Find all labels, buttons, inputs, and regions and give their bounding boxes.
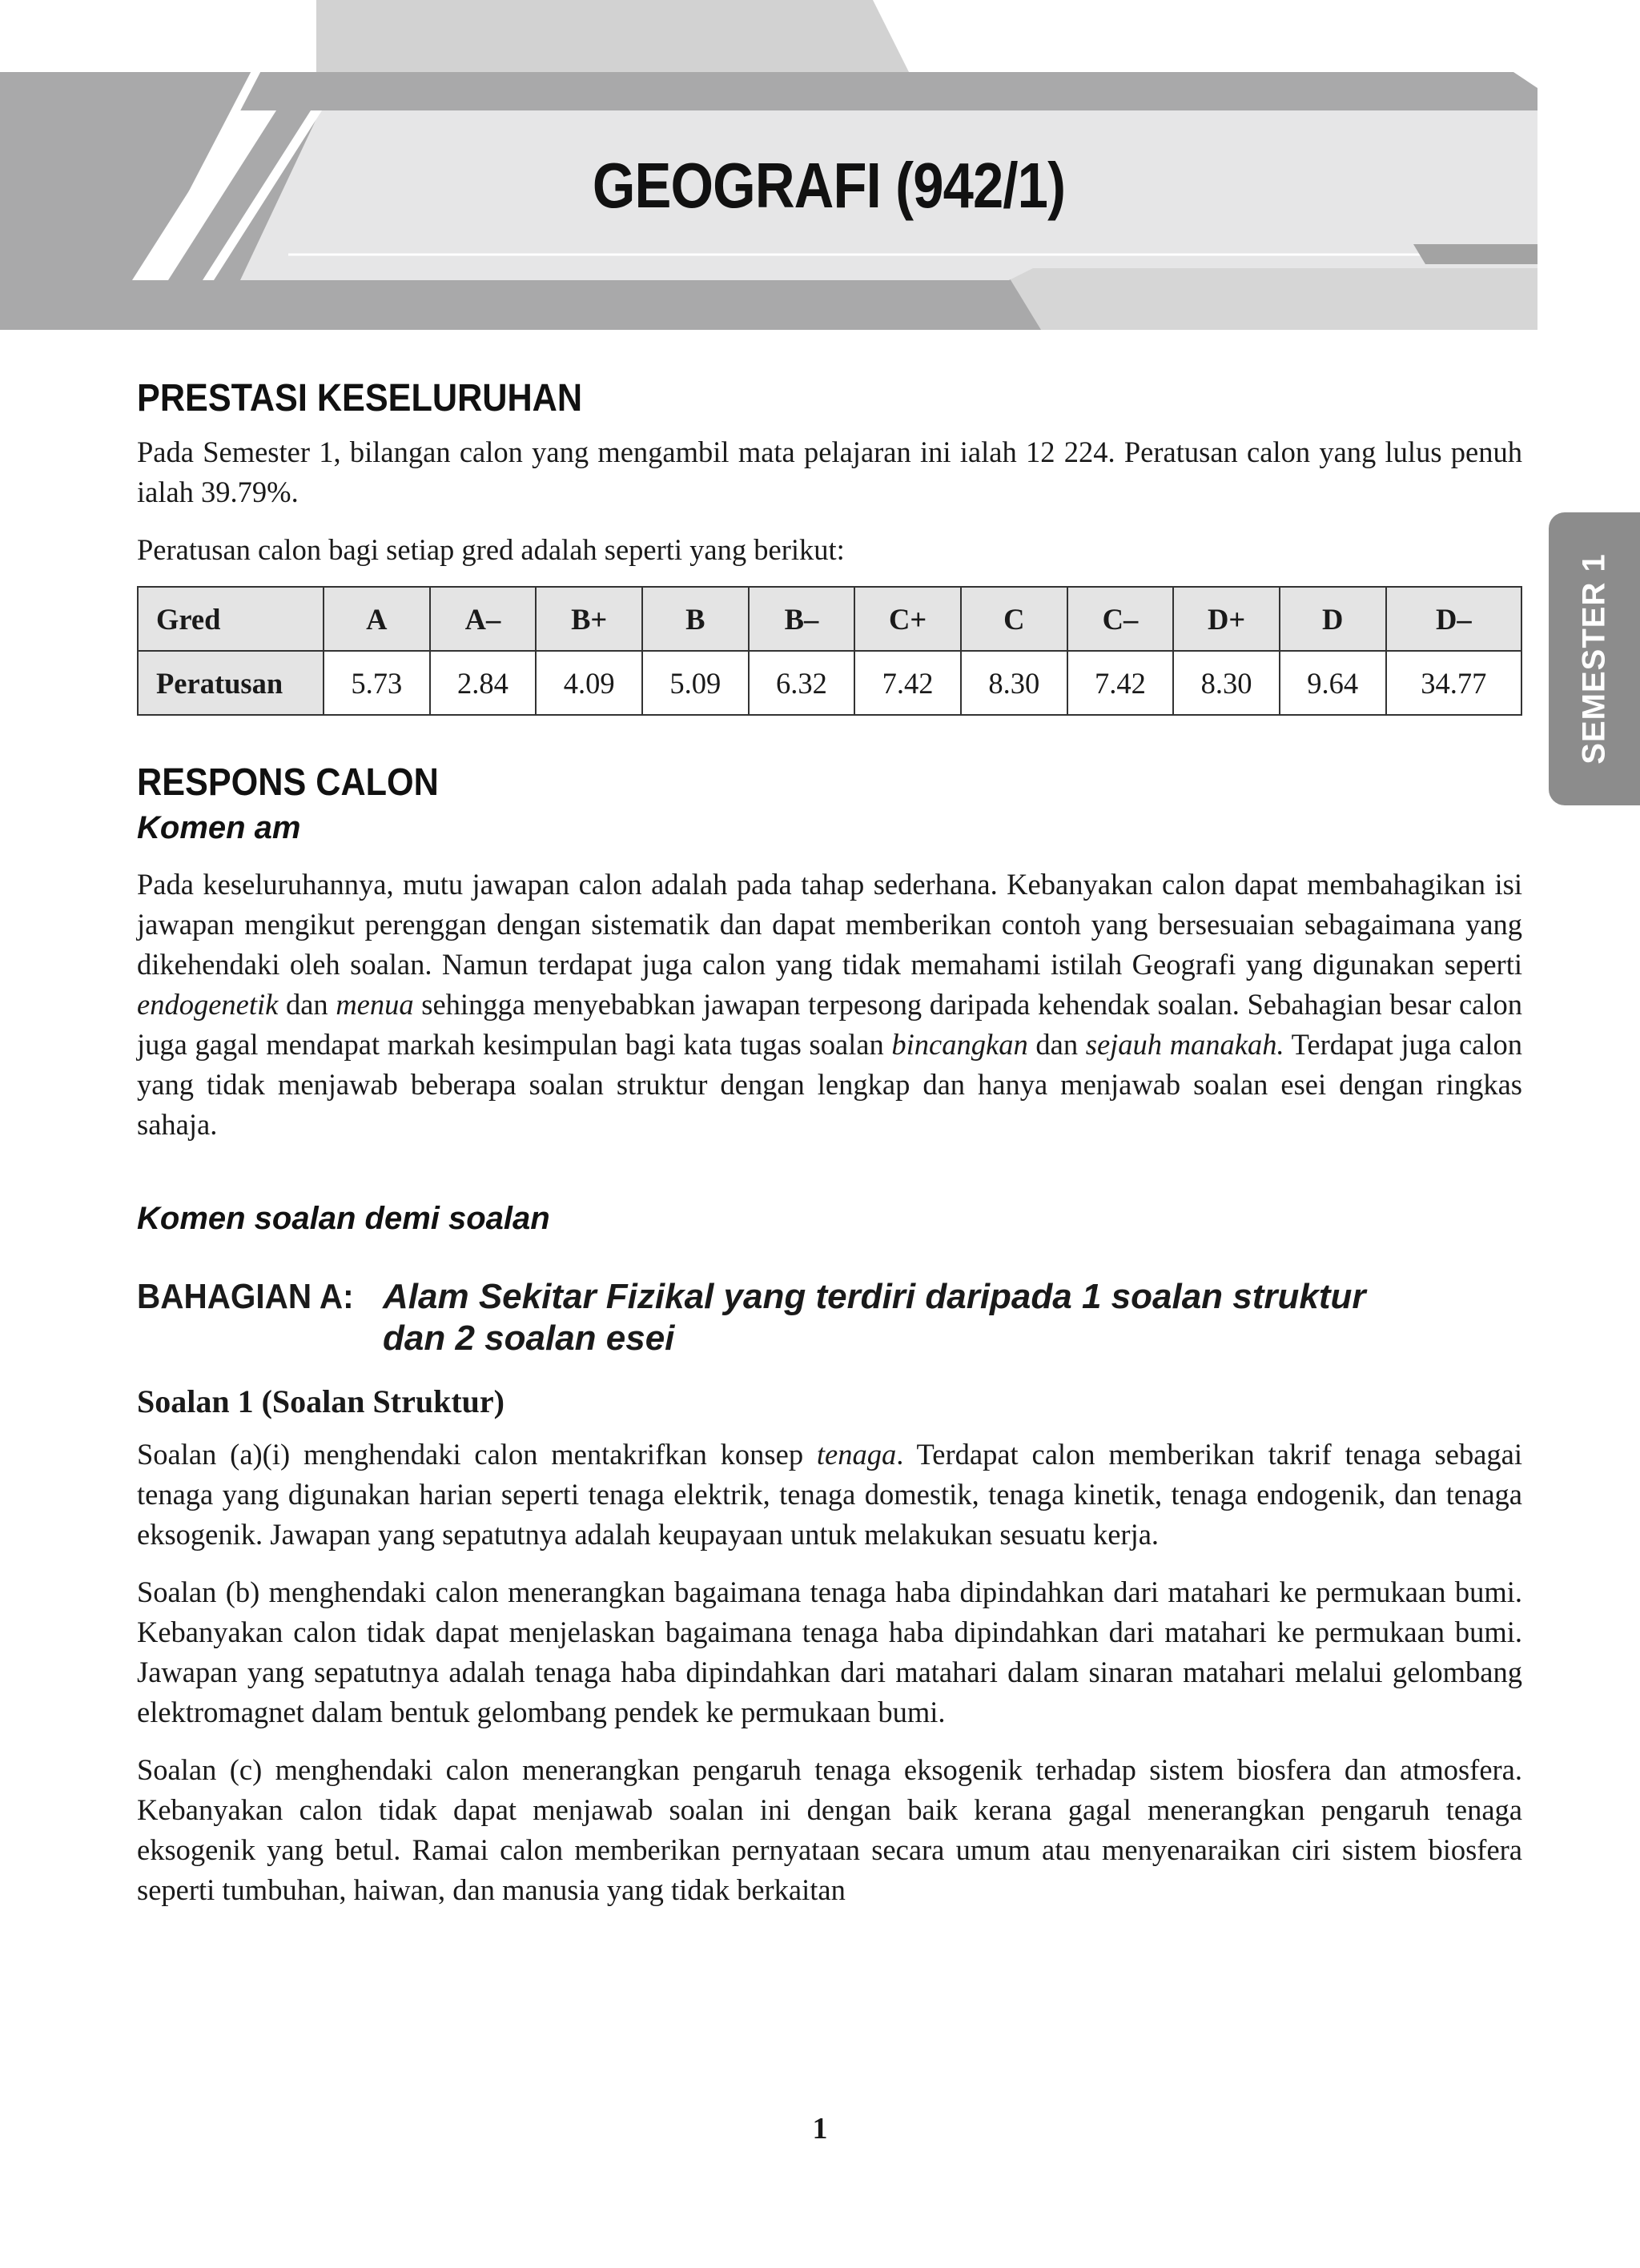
grade-cell: B+ [536,587,642,651]
grade-cell: D [1280,587,1386,651]
bahagian-a-label: BAHAGIAN A: [137,1277,354,1316]
bahagian-a-title: Alam Sekitar Fizikal yang terdiri daripada 1 soalan struktur dan 2 soalan esei [383,1277,1366,1358]
soalan-1-heading: Soalan 1 (Soalan Struktur) [137,1383,504,1419]
term-menua: menua [336,988,414,1021]
percentage-cell: 5.73 [324,651,430,715]
term-sejauh-manakah: sejauh manakah. [1085,1028,1284,1061]
section-heading-prestasi: PRESTASI KESELURUHAN [137,377,583,419]
main-content [137,376,1522,1910]
percentage-cell: 5.09 [642,651,749,715]
grade-cell: D– [1386,587,1521,651]
grade-cell: B [642,587,749,651]
page-title: GEOGRAFI (942/1) [592,150,1066,221]
semester-side-tab [1549,512,1640,805]
percentage-cell: 4.09 [536,651,642,715]
grade-cell: D+ [1173,587,1280,651]
percentage-cell: 6.32 [749,651,855,715]
semester-side-tab-label: SEMESTER 1 [1576,553,1612,765]
soalan-1-paragraph-b: Soalan (b) menghendaki calon menerangkan bagaimana tenaga haba dipindahkan dari matahari ke permukaan bumi. Kebanyakan calon tidak dapat menjelaskan bagaimana tenaga haba dipindahkan dari matahari ke permukaan bumi. Jawapan yang sepatutnya adalah tenaga haba dipindahkan dari matahari dalam sinaran matahari melalui gelombang elektromagnet dalam bentuk gelombang pendek ke permukaan bumi. [137,1576,1522,1728]
term-tenaga: tenaga [816,1438,897,1471]
percentage-cell: 34.77 [1386,651,1521,715]
section-heading-respons: RESPONS CALON [137,761,439,804]
grade-cell: B– [749,587,855,651]
table-row-percentage [138,651,1521,715]
komen-am-paragraph [137,865,1522,1145]
prestasi-paragraph-1: Pada Semester 1, bilangan calon yang mengambil mata pelajaran ini ialah 12 224. Peratusan calon yang lulus penuh ialah 39.79%. [137,436,1522,508]
subheading-komen-soalan: Komen soalan demi soalan [137,1201,550,1236]
subheading-komen-am: Komen am [137,810,301,845]
grade-cell: A [324,587,430,651]
text-segment: Terdapat juga calon yang tidak menjawab beberapa soalan struktur dengan lengkap dan hanya menjawab soalan esei dengan ringkas sahaja. [137,1028,1523,1141]
grade-cell: C– [1067,587,1174,651]
row-header-peratusan: Peratusan [138,651,324,715]
term-endogenetik: endogenetik [137,988,279,1021]
grade-cell: A– [430,587,537,651]
text-segment: dan [1027,1028,1086,1061]
soalan-1-paragraph-a [137,1435,1522,1555]
page-number: 1 [812,2112,828,2146]
row-header-gred: Gred [138,587,324,651]
grade-cell: C+ [854,587,961,651]
text-segment: dan [278,988,336,1021]
percentage-cell: 7.42 [1067,651,1174,715]
text-segment: Soalan (a)(i) menghendaki calon mentakrifkan konsep [137,1438,817,1471]
grade-percentage-table [137,586,1522,716]
percentage-cell: 8.30 [1173,651,1280,715]
soalan-1-paragraph-c: Soalan (c) menghendaki calon menerangkan pengaruh tenaga eksogenik terhadap sistem biosfera dan atmosfera. Kebanyakan calon tidak dapat menjawab soalan ini dengan baik kerana gagal menerangkan pengaruh tenaga eksogenik yang betul. Ramai calon memberikan pernyataan secara umum atau menyenaraikan ciri sistem biosfera seperti tumbuhan, haiwan, dan manusia yang tidak berkaitan [137,1753,1522,1906]
text-segment: sehingga menyebabkan jawapan terpesong daripada kehendak soalan. Sebahagian besar calon juga gagal mendapat markah kesimpulan bagi kata tugas soalan [137,988,1523,1061]
percentage-cell: 9.64 [1280,651,1386,715]
text-segment: . Terdapat calon memberikan takrif tenaga sebagai tenaga yang digunakan harian seperti tenaga elektrik, tenaga domestik, tenaga kinetik, tenaga endogenik, dan tenaga eksogenik. Jawapan yang sepatutnya adalah keupayaan untuk melakukan sesuatu kerja. [137,1438,1522,1551]
grade-cell: C [961,587,1067,651]
percentage-cell: 8.30 [961,651,1067,715]
bahagian-a-heading [137,1276,1522,1359]
prestasi-paragraph-2: Peratusan calon bagi setiap gred adalah seperti yang berikut: [137,533,845,566]
term-bincangkan: bincangkan [891,1028,1028,1061]
percentage-cell: 2.84 [430,651,537,715]
text-segment: Pada keseluruhannya, mutu jawapan calon adalah pada tahap sederhana. Kebanyakan calon dapat membahagikan isi jawapan mengikut perenggan dengan sistematik dan dapat memberikan contoh yang bersesuaian sebagaimana yang dikehendaki oleh soalan. Namun terdapat juga calon yang tidak memahami istilah Geografi yang digunakan seperti [137,868,1522,981]
percentage-cell: 7.42 [854,651,961,715]
table-row-grade [138,587,1521,651]
